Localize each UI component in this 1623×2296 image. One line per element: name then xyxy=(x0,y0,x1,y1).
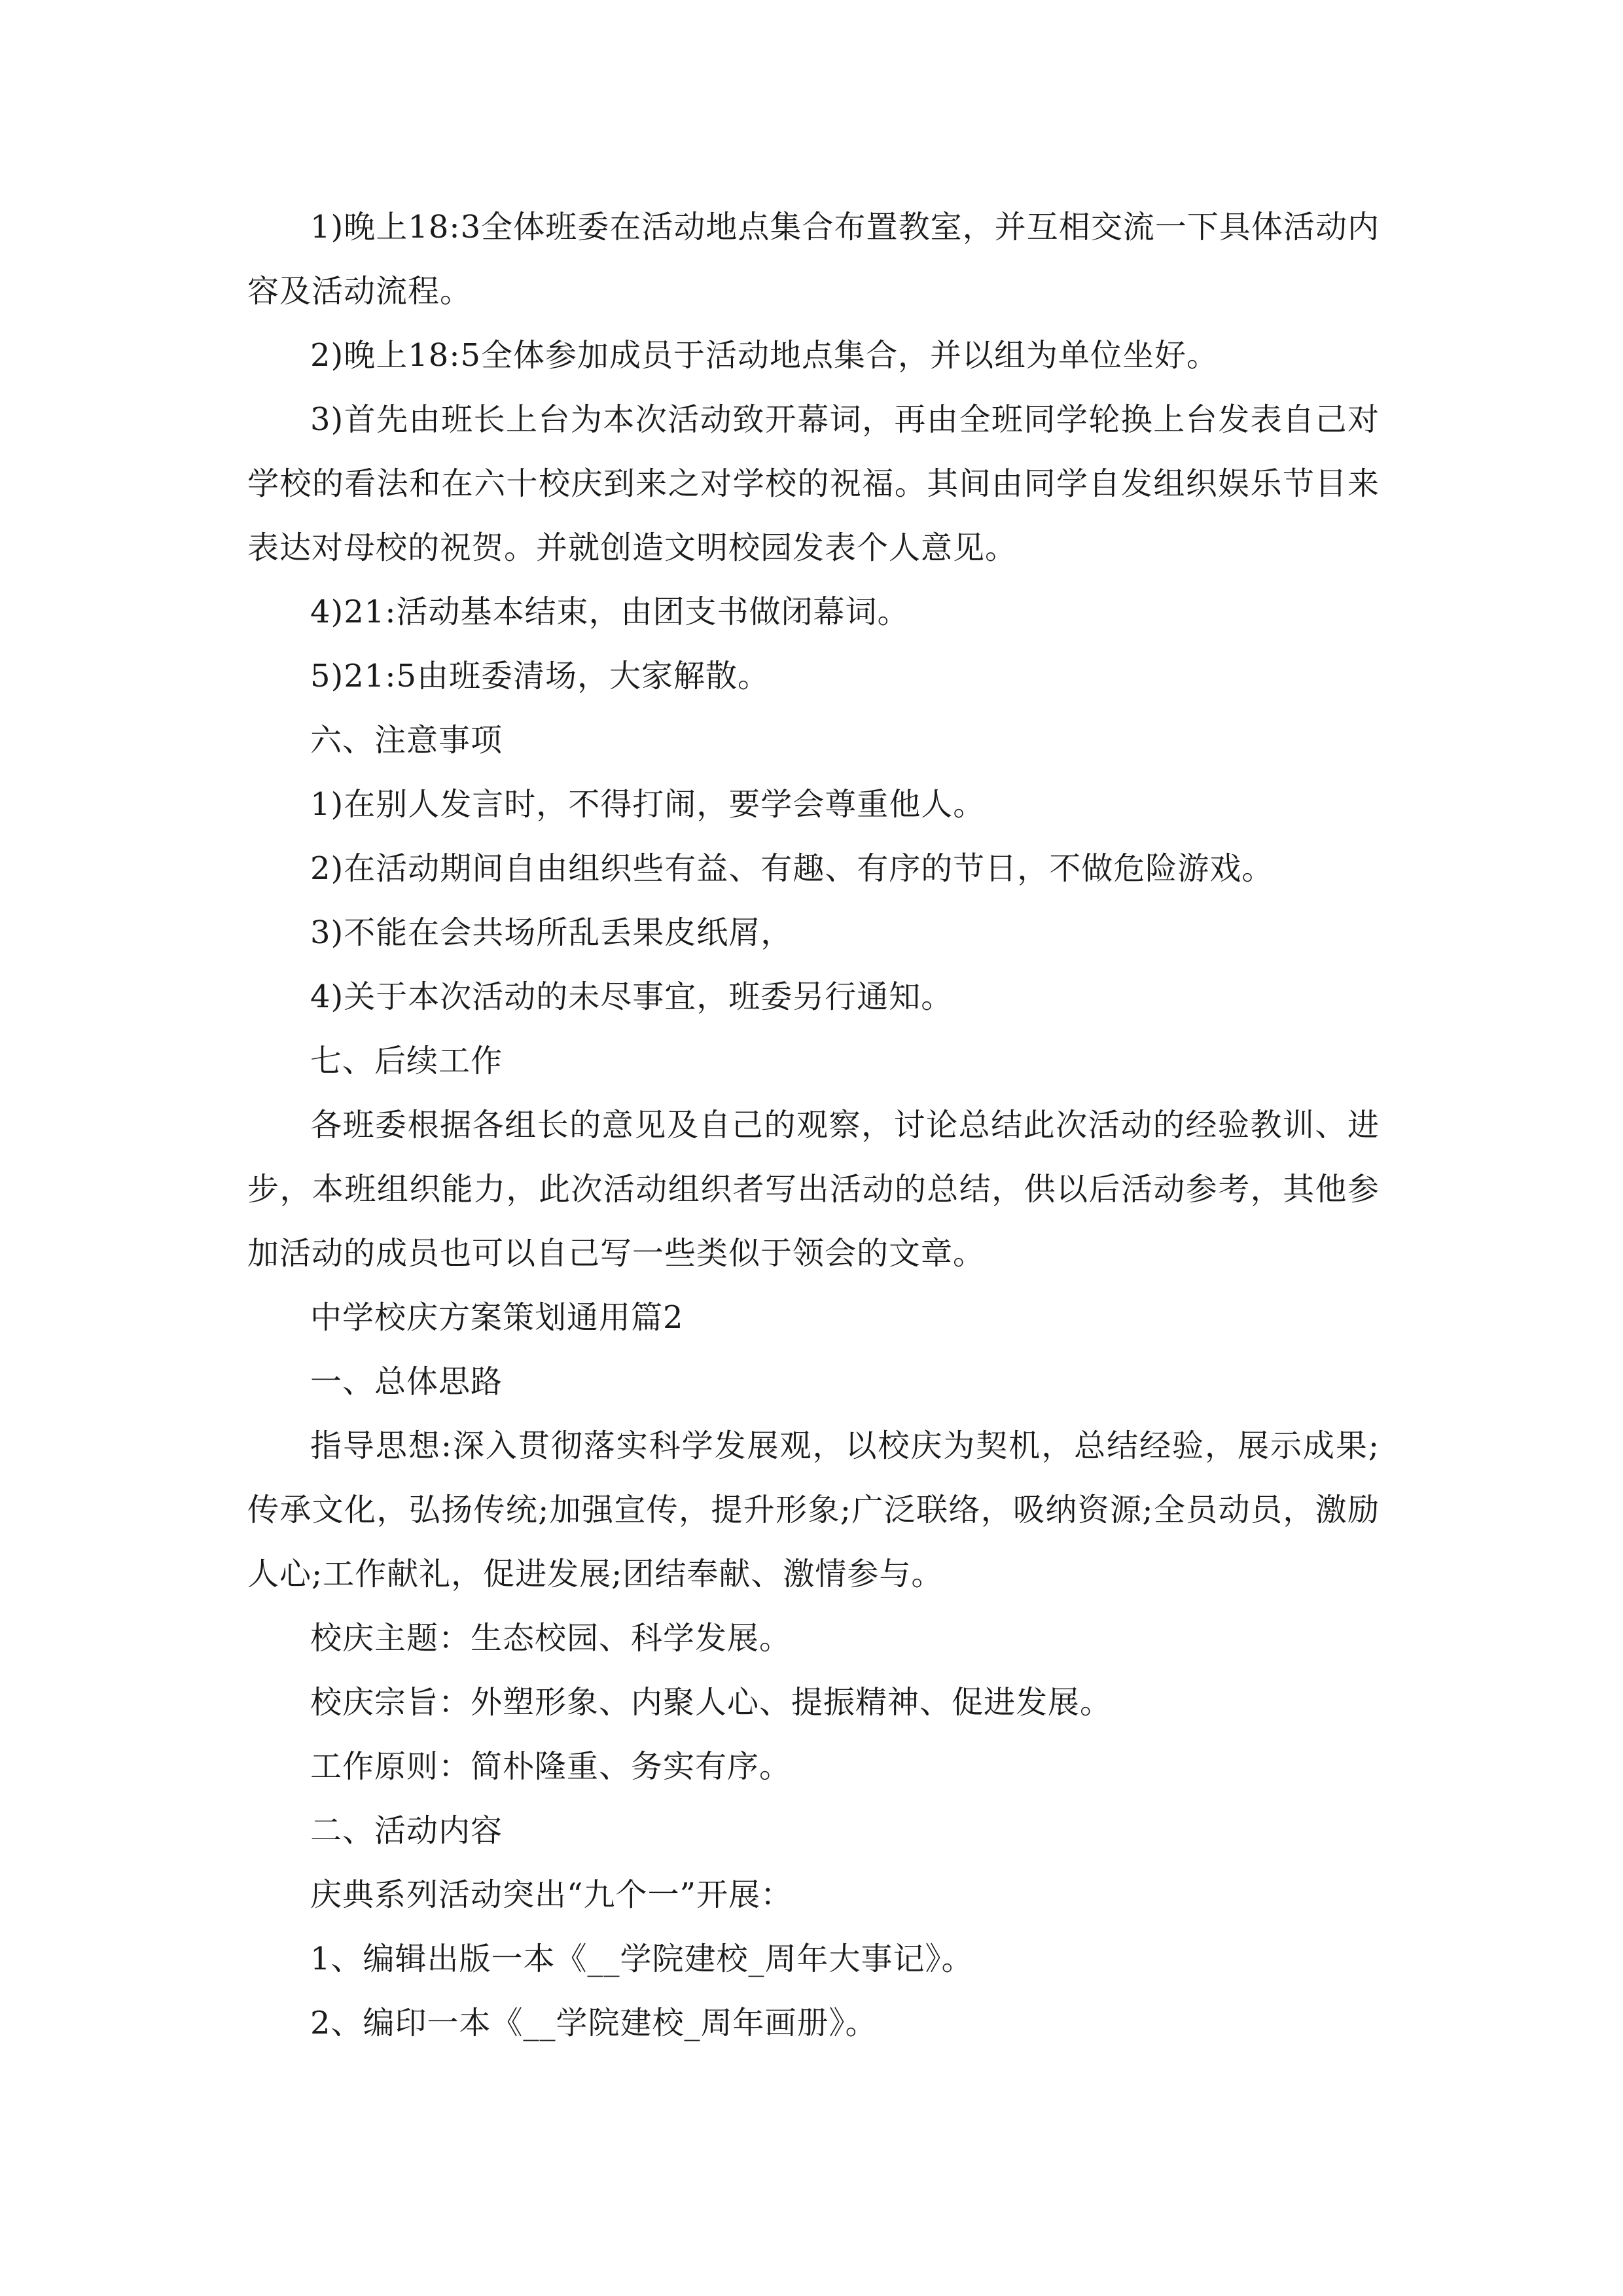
section-heading-followup: 七、后续工作 xyxy=(310,1043,503,1079)
paragraph-dismissal: 5)21:5由班委清场，大家解散。 xyxy=(310,658,770,694)
paragraph-principle: 工作原则：简朴隆重、务实有序。 xyxy=(310,1748,792,1785)
list-item-2: 2、编印一本《__学院建校_周年画册》。 xyxy=(310,2005,878,2041)
paragraph-activity-end: 4)21:活动基本结束，由团支书做闭幕词。 xyxy=(310,594,910,630)
article-title-part-2: 中学校庆方案策划通用篇2 xyxy=(310,1299,684,1336)
section-heading-overall-approach: 一、总体思路 xyxy=(310,1363,503,1400)
list-item-1: 1、编辑出版一本《__学院建校_周年大事记》。 xyxy=(310,1941,974,1977)
paragraph-note-4: 4)关于本次活动的未尽事宜，班委另行通知。 xyxy=(310,978,954,1015)
paragraph-evening-1830: 1)晚上18:3全体班委在活动地点集合布置教室，并互相交流一下具体活动内容及活动流程。 xyxy=(247,209,1380,310)
document-body xyxy=(247,195,1380,2055)
paragraph-note-3: 3)不能在会共场所乱丢果皮纸屑， xyxy=(310,914,793,951)
paragraph-note-1: 1)在别人发言时，不得打闹，要学会尊重他人。 xyxy=(310,786,986,823)
paragraph-purpose: 校庆宗旨：外塑形象、内聚人心、提振精神、促进发展。 xyxy=(310,1684,1113,1721)
section-heading-activity-content: 二、活动内容 xyxy=(310,1812,503,1849)
paragraph-evening-1850: 2)晚上18:5全体参加成员于活动地点集合，并以组为单位坐好。 xyxy=(310,337,1219,374)
paragraph-opening-speech: 3)首先由班长上台为本次活动致开幕词，再由全班同学轮换上台发表自己对学校的看法和在六十校庆到来之对学校的祝福。其间由同学自发组织娱乐节目来表达对母校的祝贺。并就创造文明校园发表个人意见。 xyxy=(247,401,1380,566)
paragraph-nine-ones: 庆典系列活动突出“九个一”开展： xyxy=(310,1876,793,1913)
paragraph-followup: 各班委根据各组长的意见及自己的观察，讨论总结此次活动的经验教训、进步，本班组织能力，此次活动组织者写出活动的总结，供以后活动参考，其他参加活动的成员也可以自己写一些类似于领会的文章。 xyxy=(247,1107,1380,1272)
paragraph-guiding-ideology: 指导思想:深入贯彻落实科学发展观，以校庆为契机，总结经验，展示成果;传承文化，弘扬传统;加强宣传，提升形象;广泛联络，吸纳资源;全员动员，激励人心;工作献礼，促进发展;团结奉献、激情参与。 xyxy=(247,1427,1380,1592)
paragraph-note-2: 2)在活动期间自由组织些有益、有趣、有序的节日，不做危险游戏。 xyxy=(310,850,1274,887)
paragraph-theme: 校庆主题：生态校园、科学发展。 xyxy=(310,1620,792,1657)
section-heading-notes: 六、注意事项 xyxy=(310,722,503,759)
